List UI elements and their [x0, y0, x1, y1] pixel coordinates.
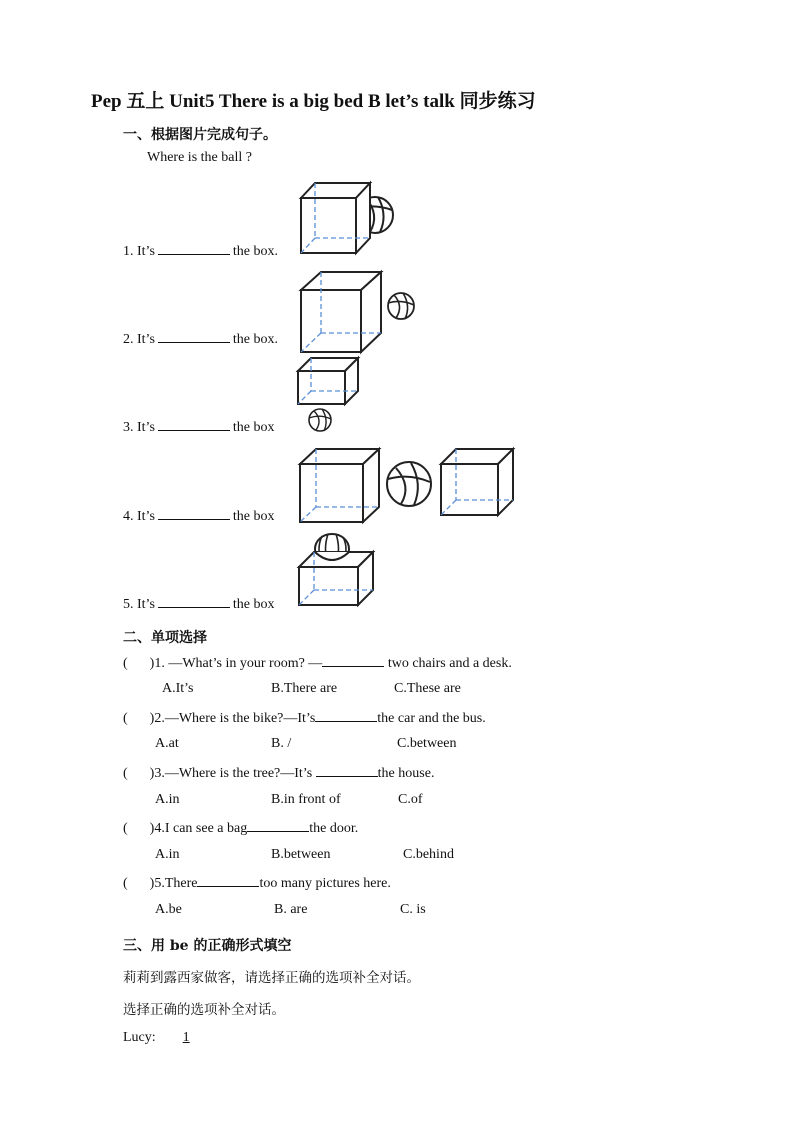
picture-ball-under-box: [296, 356, 366, 436]
picture-ball-behind-box: [296, 178, 396, 258]
speaker-label: Lucy:: [123, 1030, 156, 1045]
section3-heading: 三、用 be 的正确形式填空: [123, 938, 292, 954]
question-5-blank[interactable]: [197, 874, 259, 887]
question-2: ( )2.—Where is the bike?—It’s the car and the bus.: [123, 711, 486, 726]
sentence-4: 4. It’s the box: [123, 509, 275, 524]
sentence-2: 2. It’s the box.: [123, 332, 278, 347]
q5-option-b[interactable]: B. are: [274, 902, 308, 917]
question-3-blank[interactable]: [316, 764, 378, 777]
question-1: ( )1. —What’s in your room? — two chairs and a desk.: [123, 656, 512, 671]
q2-option-b[interactable]: B. /: [271, 736, 292, 751]
picture-ball-between-boxes: [296, 446, 518, 526]
q1-option-b[interactable]: B.There are: [271, 681, 338, 696]
q4-option-b[interactable]: B.between: [271, 847, 331, 862]
answer-blank-4[interactable]: [158, 507, 230, 520]
q3-option-a[interactable]: A.in: [155, 792, 180, 807]
q4-option-c[interactable]: C.behind: [403, 847, 454, 862]
q1-option-c[interactable]: C.These are: [394, 681, 461, 696]
sentence-3: 3. It’s the box: [123, 420, 275, 435]
section1-heading: 一、根据图片完成句子。: [123, 127, 277, 143]
q4-option-a[interactable]: A.in: [155, 847, 180, 862]
q3-option-c[interactable]: C.of: [398, 792, 423, 807]
question-3: ( )3.—Where is the tree?—It’s the house.: [123, 766, 435, 781]
sentence-1: 1. It’s the box.: [123, 244, 278, 259]
picture-ball-next-to-box: [296, 270, 421, 355]
section3-instruction-1: 莉莉到露西家做客，请选择正确的选项补全对话。: [123, 970, 420, 986]
answer-blank-5[interactable]: [158, 595, 230, 608]
answer-blank-3[interactable]: [158, 418, 230, 431]
q5-option-a[interactable]: A.be: [155, 902, 182, 917]
question-2-blank[interactable]: [315, 709, 377, 722]
question-4-blank[interactable]: [247, 819, 309, 832]
question-5: ( )5.There too many pictures here.: [123, 876, 391, 891]
q2-option-c[interactable]: C.between: [397, 736, 457, 751]
q2-option-a[interactable]: A.at: [155, 736, 179, 751]
section1-prompt: Where is the ball ?: [147, 150, 252, 165]
q5-option-c[interactable]: C. is: [400, 902, 426, 917]
picture-ball-on-box: [296, 532, 378, 610]
answer-blank-1[interactable]: [158, 242, 230, 255]
dialogue-line-lucy: [123, 1030, 213, 1046]
question-1-blank[interactable]: [322, 654, 384, 667]
q1-option-a[interactable]: A.It’s: [162, 681, 194, 696]
question-4: ( )4.I can see a bag the door.: [123, 821, 359, 836]
answer-slot-1[interactable]: 1: [182, 1030, 190, 1045]
section2-heading: 二、单项选择: [123, 630, 207, 646]
answer-blank-2[interactable]: [158, 330, 230, 343]
section3-instruction-2: 选择正确的选项补全对话。: [123, 1002, 285, 1018]
sentence-5: 5. It’s the box: [123, 597, 275, 612]
q3-option-b[interactable]: B.in front of: [271, 792, 341, 807]
page-title: Pep 五上 Unit5 There is a big bed B let’s talk 同步练习: [91, 91, 536, 112]
